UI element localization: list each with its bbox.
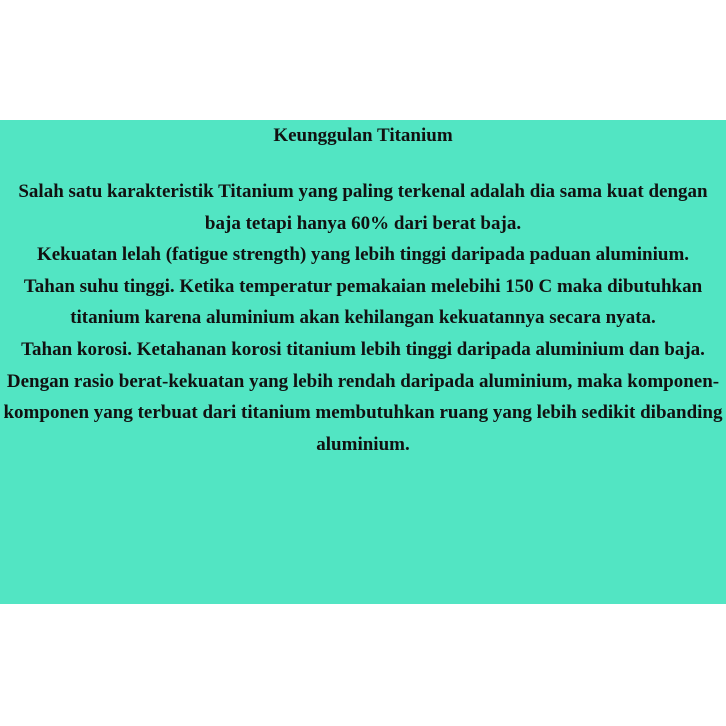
paragraph-strength-weight: Salah satu karakteristik Titanium yang paling terkenal adalah dia sama kuat dengan baja tetapi hanya 60% dari berat baja. <box>18 181 708 234</box>
paragraph-space-ratio: Dengan rasio berat-kekuatan yang lebih rendah daripada aluminium, maka komponen-komponen yang terbuat dari titanium membutuhkan ruang yang lebih sedikit dibanding aluminium. <box>3 370 723 455</box>
document-title: Keunggulan Titanium <box>273 125 453 146</box>
content-panel <box>0 120 726 604</box>
paragraph-corrosion: Tahan korosi. Ketahanan korosi titanium lebih tinggi daripada aluminium dan baja. <box>21 338 705 360</box>
document-body <box>2 176 724 460</box>
paragraph-fatigue-strength: Kekuatan lelah (fatigue strength) yang lebih tinggi daripada paduan aluminium. <box>36 244 690 266</box>
paragraph-high-temperature: Tahan suhu tinggi. Ketika temperatur pemakaian melebihi 150 C maka dibutuhkan titanium karena aluminium akan kehilangan kekuatannya secara nyata. <box>23 275 703 329</box>
